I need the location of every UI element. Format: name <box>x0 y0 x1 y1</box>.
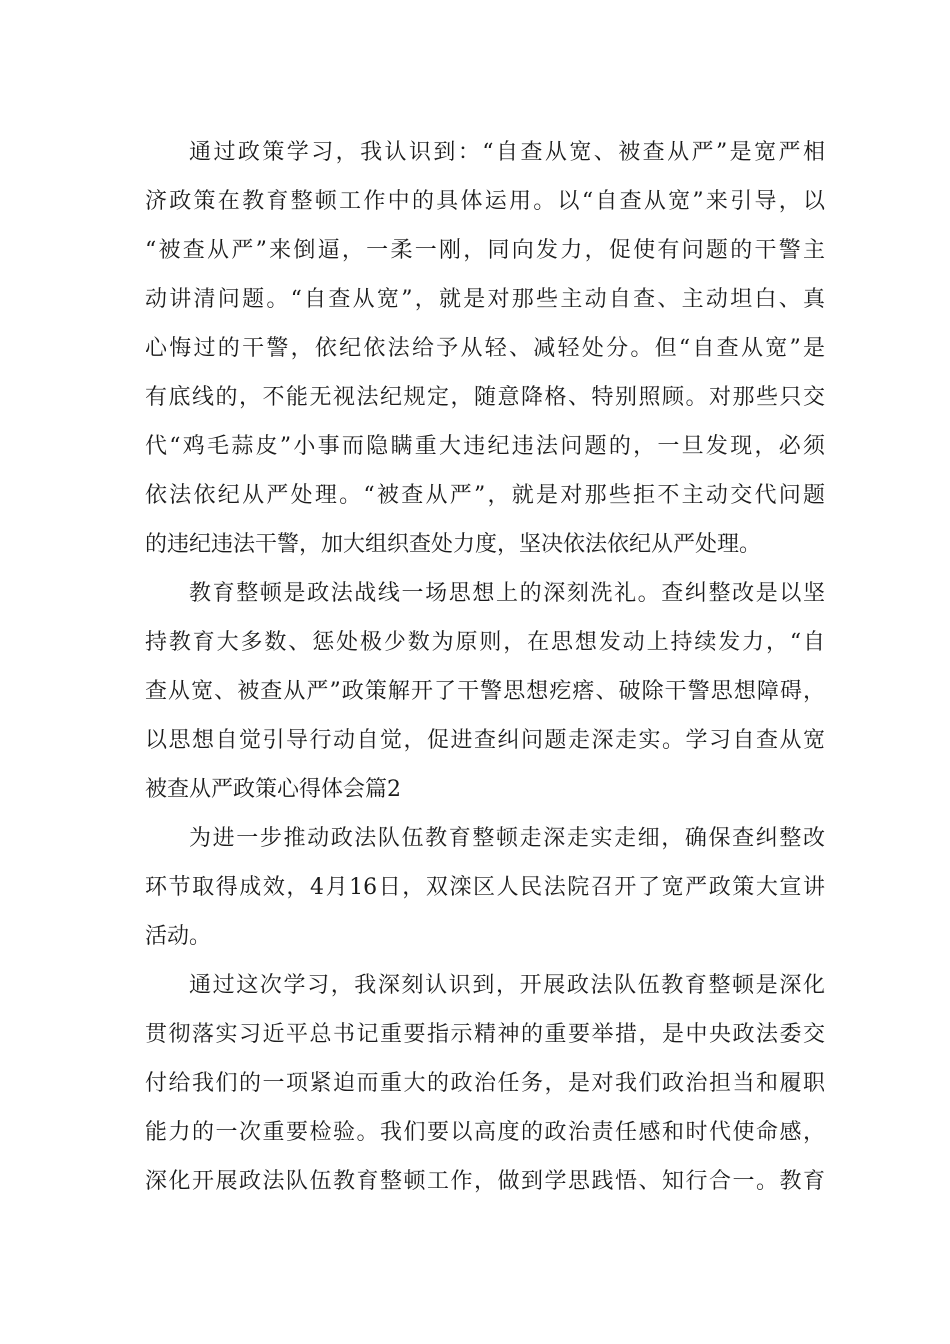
paragraph-2 <box>145 569 825 814</box>
paragraph-3 <box>145 814 825 961</box>
text-line: 被查从严政策心得体会篇2 <box>145 777 401 802</box>
text-line: 有底线的，不能无视法纪规定，随意降格、特别照顾。对那些只交 <box>145 385 825 410</box>
text-line: 贯彻落实习近平总书记重要指示精神的重要举措，是中央政法委交 <box>145 1022 825 1047</box>
text-line: “被查从严”来倒逼，一柔一刚，同向发力，促使有问题的干警主 <box>145 238 825 263</box>
text-line: 付给我们的一项紧迫而重大的政治任务，是对我们政治担当和履职 <box>145 1071 825 1096</box>
text-line: 代“鸡毛蒜皮”小事而隐瞒重大违纪违法问题的，一旦发现，必须 <box>145 434 825 459</box>
text-line: 动讲清问题。“自查从宽”，就是对那些主动自查、主动坦白、真 <box>145 287 825 312</box>
text-line: 心悔过的干警，依纪依法给予从轻、减轻处分。但“自查从宽”是 <box>145 336 825 361</box>
text-line: 持教育大多数、惩处极少数为原则，在思想发动上持续发力，“自 <box>145 630 825 655</box>
text-line: 查从宽、被查从严”政策解开了干警思想疙瘩、破除干警思想障碍， <box>145 679 825 704</box>
text-line: 活动。 <box>145 924 212 949</box>
paragraph-4 <box>145 961 825 1206</box>
text-line: 依法依纪从严处理。“被查从严”，就是对那些拒不主动交代问题 <box>145 483 825 508</box>
paragraph-1 <box>145 128 825 569</box>
document-body <box>145 128 825 1206</box>
text-line: 的违纪违法干警，加大组织查处力度，坚决依法依纪从严处理。 <box>145 532 762 557</box>
text-line: 深化开展政法队伍教育整顿工作，做到学思践悟、知行合一。教育 <box>145 1169 825 1194</box>
text-line: 通过政策学习，我认识到：“自查从宽、被查从严”是宽严相 <box>189 140 825 165</box>
text-line: 教育整顿是政法战线一场思想上的深刻洗礼。查纠整改是以坚 <box>189 581 825 606</box>
text-line: 为进一步推动政法队伍教育整顿走深走实走细，确保查纠整改 <box>189 826 825 851</box>
text-line: 济政策在教育整顿工作中的具体运用。以“自查从宽”来引导，以 <box>145 189 825 214</box>
text-line: 通过这次学习，我深刻认识到，开展政法队伍教育整顿是深化 <box>189 973 825 998</box>
text-line: 以思想自觉引导行动自觉，促进查纠问题走深走实。学习自查从宽 <box>145 728 825 753</box>
text-line: 环节取得成效，4月16日，双滦区人民法院召开了宽严政策大宣讲 <box>145 875 825 900</box>
text-line: 能力的一次重要检验。我们要以高度的政治责任感和时代使命感， <box>145 1120 825 1145</box>
